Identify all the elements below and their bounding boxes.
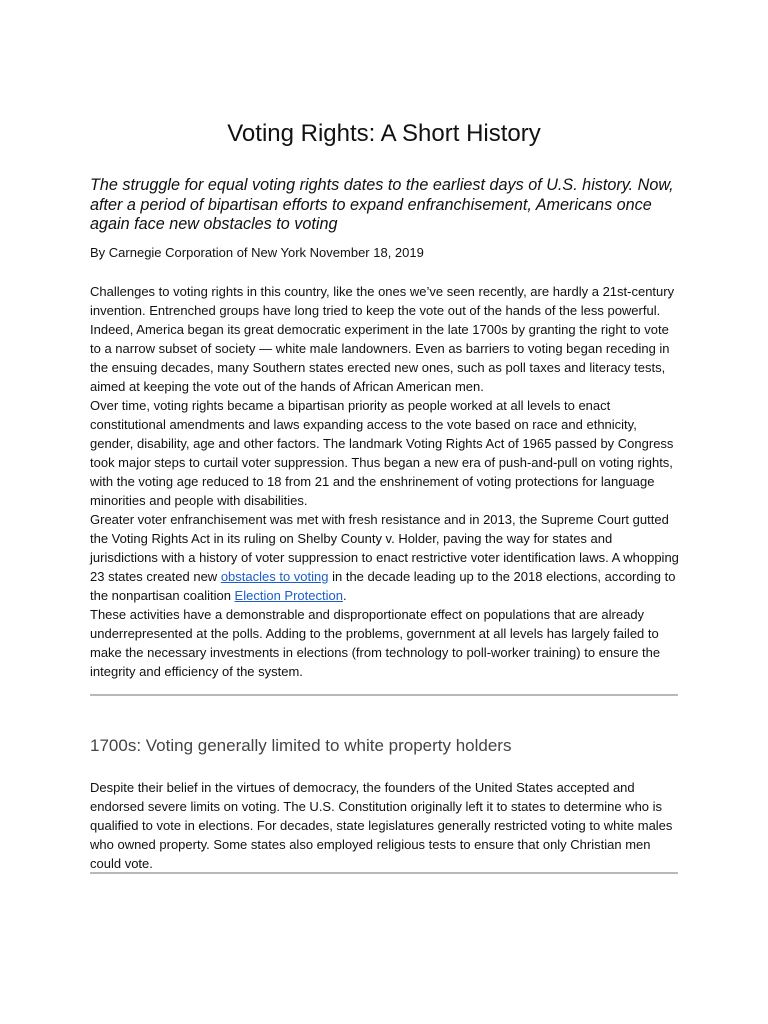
article-body: [90, 282, 682, 681]
section-divider: [90, 872, 678, 874]
article-byline: By Carnegie Corporation of New York November 18, 2019: [90, 245, 424, 260]
paragraph-3-text-c: .: [342, 588, 347, 603]
paragraph-2: Over time, voting rights became a bipartisan priority as people worked at all levels to enact constitutional amendments and laws expanding access to the vote based on race and ethnicity, gender, disability, age and other factors. The landmark Voting Rights Act of 1965 passed by Congress took major steps to curtail voter suppression. Thus began a new era of push-and-pull on voting rights, with the voting age reduced to 18 from 21 and the enshrinement of voting protections for language minorities and people with disabilities.: [90, 398, 674, 508]
section-divider: [90, 694, 678, 696]
section-heading-1700s: 1700s: Voting generally limited to white property holders: [90, 736, 512, 755]
paragraph-3-text-b: in the decade leading up to the 2018 elections, according to the nonpartisan coalition: [90, 569, 676, 603]
paragraph-1: Challenges to voting rights in this country, like the ones we’ve seen recently, are hardly a 21st-century invention. Entrenched groups have long tried to keep the vote out of the hands of the less powerful. Indeed, America began its great democratic experiment in the late 1700s by granting the right to vote to a narrow subset of society — white male landowners. Even as barriers to voting began receding in the ensuing decades, many Southern states erected new ones, such as poll taxes and literacy tests, aimed at keeping the vote out of the hands of African American men.: [90, 284, 675, 394]
article-subtitle: The struggle for equal voting rights dates to the earliest days of U.S. history. Now, after a period of bipartisan efforts to expand enfranchisement, Americans once again face new obstacles to voting: [90, 176, 674, 233]
obstacles-to-voting-link[interactable]: obstacles to voting: [220, 569, 329, 584]
paragraph-3-text-a: Greater voter enfranchisement was met with fresh resistance and in 2013, the Supreme Court gutted the Voting Rights Act in its ruling on Shelby County v. Holder, paving the way for states and jurisdictions with a history of voter suppression to enact restrictive voter identification laws. A whopping 23 states created new: [90, 512, 679, 584]
paragraph-3: [90, 510, 682, 605]
section-body-1700s: Despite their belief in the virtues of democracy, the founders of the United States accepted and endorsed severe limits on voting. The U.S. Constitution originally left it to states to determine who is qualified to vote in elections. For decades, state legislatures generally restricted voting to white males who owned property. Some states also employed religious tests to ensure that only Christian men could vote.: [90, 780, 673, 871]
election-protection-link[interactable]: Election Protection: [234, 588, 343, 603]
article-title: Voting Rights: A Short History: [227, 120, 541, 147]
paragraph-4: These activities have a demonstrable and disproportionate effect on populations that are already underrepresented at the polls. Adding to the problems, government at all levels has largely failed to make the necessary investments in elections (from technology to poll-worker training) to ensure the integrity and efficiency of the system.: [90, 607, 661, 679]
